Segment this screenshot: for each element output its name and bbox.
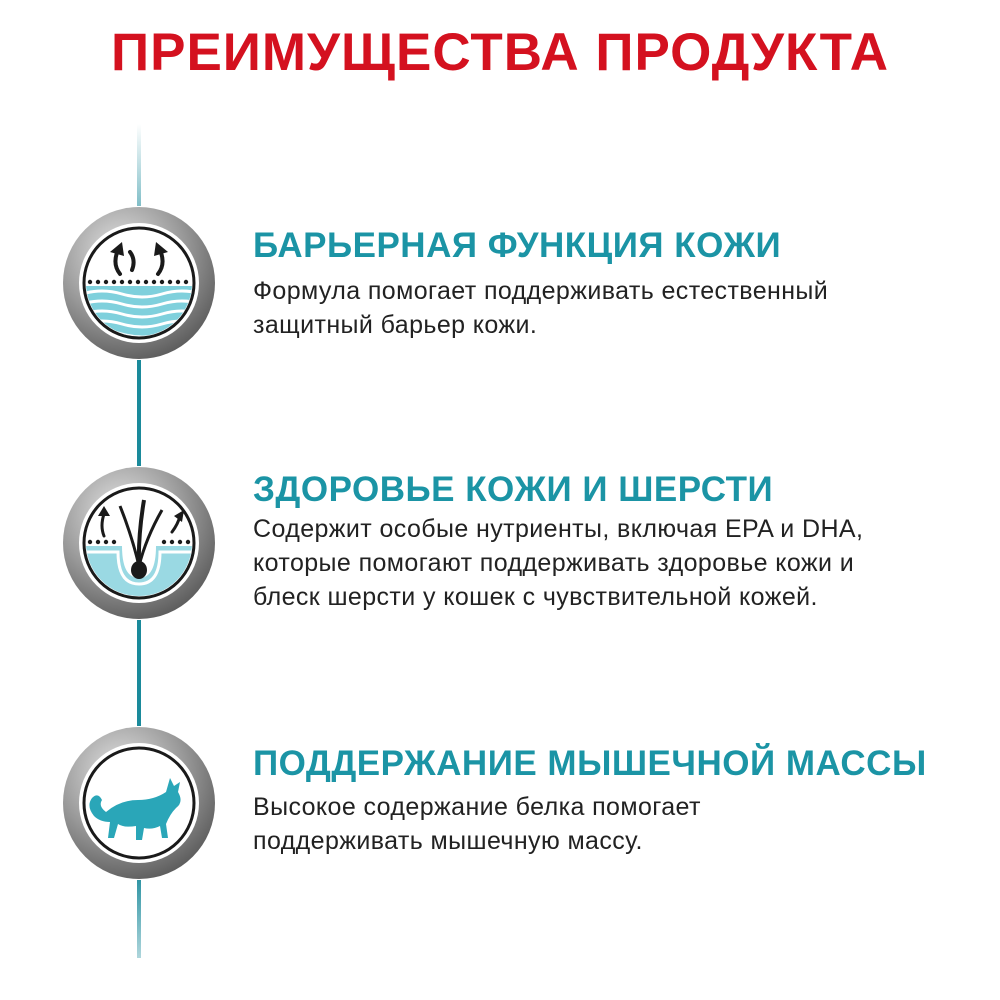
feature-text-line: поддерживать мышечную массу. [253, 827, 643, 855]
feature-title-skin-coat: ЗДОРОВЬЕ КОЖИ И ШЕРСТИ [253, 470, 774, 509]
page-title: ПРЕИМУЩЕСТВА ПРОДУКТА [111, 23, 889, 82]
feature-title-muscle-mass: ПОДДЕРЖАНИЕ МЫШЕЧНОЙ МАССЫ [253, 744, 927, 783]
timeline-line-top [137, 124, 141, 206]
feature-text-line: блеск шерсти у кошек с чувствительной кожей. [253, 583, 818, 611]
timeline-line-bottom [137, 880, 141, 958]
feature-text-skin-coat [253, 512, 973, 614]
feature-title-skin-barrier: БАРЬЕРНАЯ ФУНКЦИЯ КОЖИ [253, 226, 782, 265]
feature-text-line: Содержит особые нутриенты, включая EPA и DHA, [253, 515, 864, 543]
feature-text-line: которые помогают поддерживать здоровье кожи и [253, 549, 855, 577]
timeline-line-segment-1 [137, 360, 141, 466]
timeline-line-segment-2 [137, 620, 141, 726]
skin-barrier-icon [62, 206, 216, 360]
feature-text-line: Формула помогает поддерживать естественный [253, 277, 829, 305]
feature-text-line: Высокое содержание белка помогает [253, 793, 701, 821]
feature-text-line: защитный барьер кожи. [253, 311, 538, 339]
feature-text-skin-barrier [253, 274, 973, 342]
skin-coat-health-icon [62, 466, 216, 620]
cat-muscle-icon [62, 726, 216, 880]
feature-text-muscle-mass [253, 790, 973, 858]
